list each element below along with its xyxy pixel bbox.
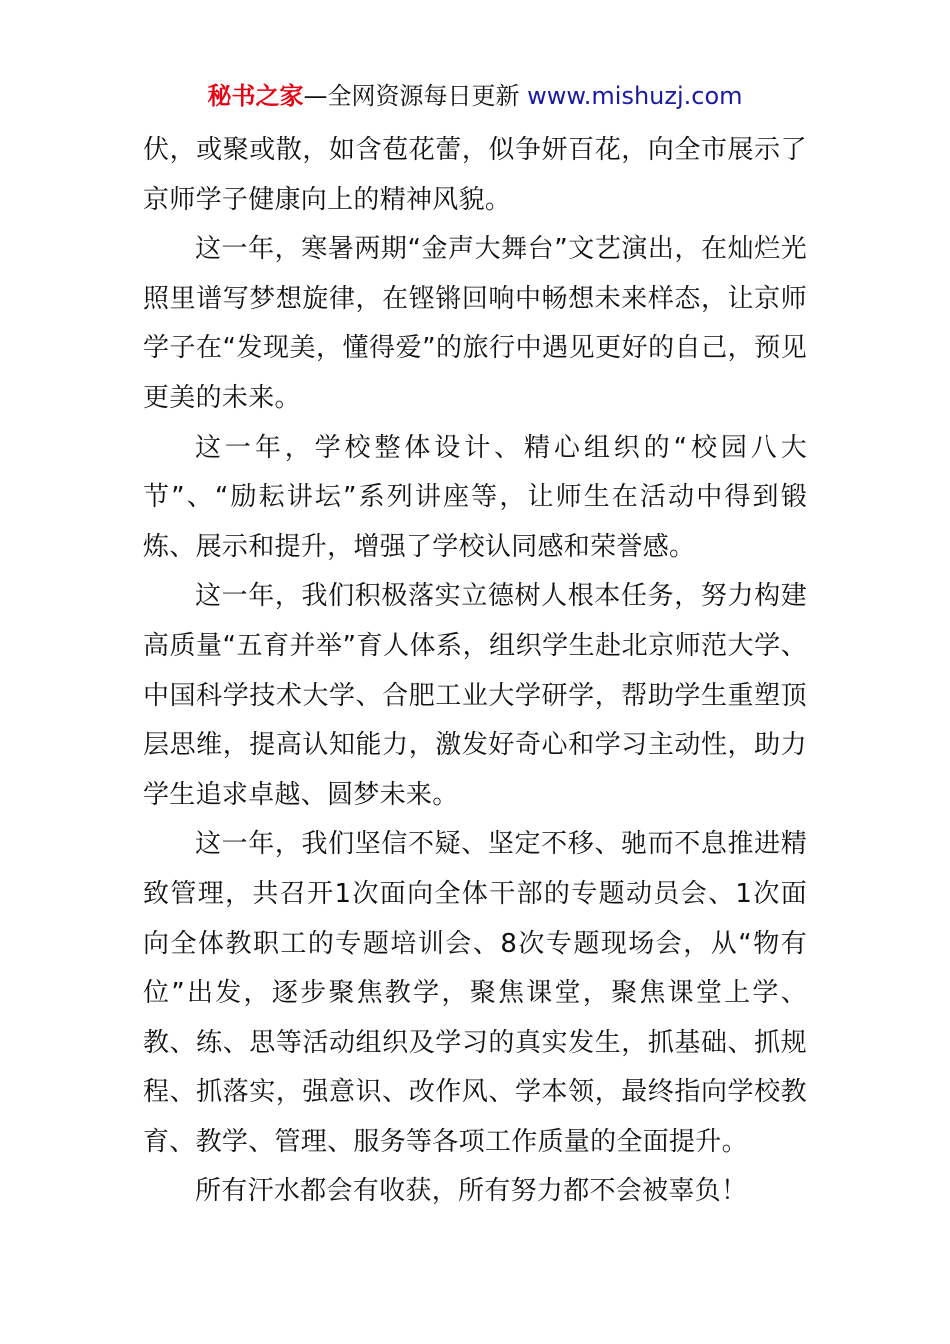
document-body [143, 126, 807, 1217]
paragraph-closing: 所有汗水都会有收获，所有努力都不会被辜负！ [195, 1176, 748, 1207]
site-url-link[interactable]: www.mishuzj.com [527, 82, 743, 110]
paragraph-management: 这一年，我们坚信不疑、坚定不移、驰而不息推进精致管理，共召开1次面向全体干部的专题动员会、1次面向全体教职工的专题培训会、8次专题现场会，从“物有位”出发，逐步聚焦教学，聚焦课堂，聚焦课堂上学、教、练、思等活动组织及学习的真实发生，抓基础、抓规程、抓落实，强意识、改作风、学本领，最终指向学校教育、教学、管理、服务等各项工作质量的全面提升。 [143, 829, 807, 1157]
site-header [0, 80, 950, 112]
header-tagline: —全网资源每日更新 [303, 82, 528, 110]
brand-name: 秘书之家 [207, 82, 304, 110]
paragraph-education-system: 这一年，我们积极落实立德树人根本任务，努力构建高质量“五育并举”育人体系，组织学生赴北京师范大学、中国科学技术大学、合肥工业大学研学，帮助学生重塑顶层思维，提高认知能力，激发好奇心和学习主动性，助力学生追求卓越、圆梦未来。 [143, 581, 807, 810]
paragraph-continued: 伏，或聚或散，如含苞花蕾，似争妍百花，向全市展示了京师学子健康向上的精神风貌。 [143, 135, 807, 215]
paragraph-performance: 这一年，寒暑两期“金声大舞台”文艺演出，在灿烂光照里谱写梦想旋律，在铿锵回响中畅想未来样态，让京师学子在“发现美，懂得爱”的旅行中遇见更好的自己，预见更美的未来。 [143, 234, 807, 413]
paragraph-festivals: 这一年，学校整体设计、精心组织的“校园八大节”、“励耘讲坛”系列讲座等，让师生在活动中得到锻炼、展示和提升，增强了学校认同感和荣誉感。 [143, 432, 807, 562]
